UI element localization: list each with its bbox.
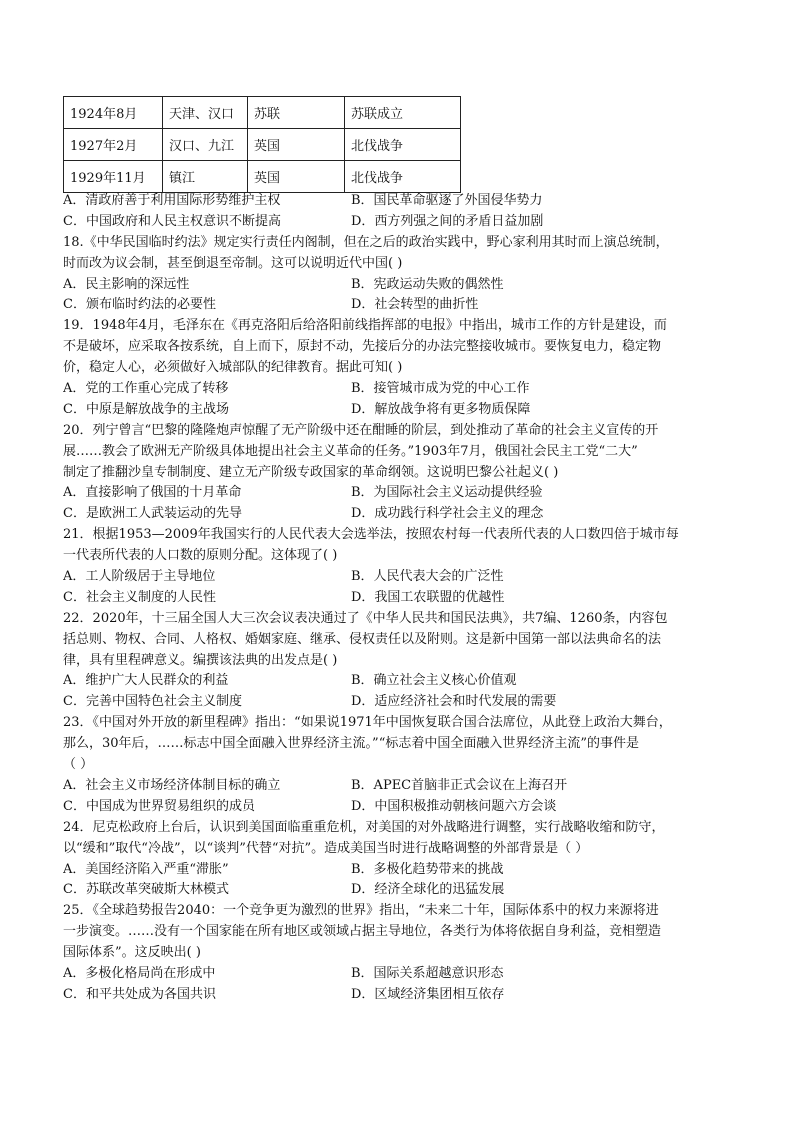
table-row	[64, 129, 461, 161]
option-b[interactable]: B．多极化趋势带来的挑战	[351, 861, 504, 877]
option-a[interactable]: A．清政府善于利用国际形势维护主权	[63, 193, 281, 208]
question-19-stem: 价，稳定人心，必须做好入城部队的纪律教育。据此可知( )	[63, 360, 403, 376]
question-21-stem: 一代表所代表的人口数的原则分配。这体现了( )	[63, 548, 338, 564]
option-c[interactable]: C．中国成为世界贸易组织的成员	[63, 798, 255, 814]
option-d[interactable]: D．中国积极推动朝核问题六方会谈	[351, 798, 557, 814]
table-cell: 北伐战争	[345, 129, 461, 161]
options-row	[63, 671, 731, 692]
option-a[interactable]: A．直接影响了俄国的十月革命	[63, 485, 242, 501]
questions	[63, 191, 731, 1006]
table-cell: 英国	[248, 129, 345, 161]
option-a[interactable]: A．工人阶级居于主导地位	[63, 569, 216, 585]
table-cell: 苏联	[248, 97, 345, 129]
option-c[interactable]: C．社会主义制度的人民性	[63, 589, 216, 605]
option-d[interactable]: D．经济全球化的迅猛发展	[351, 882, 505, 898]
option-b[interactable]: B．接管城市成为党的中心工作	[351, 381, 530, 397]
option-b[interactable]: B．人民代表大会的广泛性	[351, 569, 504, 585]
option-d[interactable]: D．成功践行科学社会主义的理念	[351, 506, 544, 522]
option-b[interactable]: B．国民革命驱逐了外国侵华势力	[351, 193, 543, 208]
table-cell: 北伐战争	[345, 161, 461, 193]
question-22-stem: 22．2020年，十三届全国人大三次会议表决通过了《中华人民共和国民法典》，共7编、1260条，内容包	[63, 610, 668, 626]
options-row	[63, 379, 731, 400]
option-d[interactable]: D．社会转型的曲折性	[351, 297, 479, 313]
table-cell: 苏联成立	[345, 97, 461, 129]
options-row	[63, 964, 731, 985]
option-a[interactable]: A．社会主义市场经济体制目标的确立	[63, 777, 281, 793]
table-cell: 1929年11月	[64, 161, 163, 193]
option-d[interactable]: D．西方列强之间的矛盾日益加剧	[351, 213, 544, 229]
option-b[interactable]: B．APEC首脑非正式会议在上海召开	[351, 777, 568, 793]
question-20-stem: 20．列宁曾言“巴黎的隆隆炮声惊醒了无产阶级中还在酣睡的阶层，到处推动了革命的社会主义宣传的开	[63, 422, 659, 438]
question-23-stem: （ ）	[63, 757, 94, 773]
options-row	[63, 295, 731, 316]
question-25-stem: 一步演变。……没有一个国家能在所有地区或领域占据主导地位，各类行为体将依据自身利益，竞相塑造	[63, 924, 662, 940]
option-b[interactable]: B．确立社会主义核心价值观	[351, 673, 517, 689]
option-b[interactable]: B．国际关系超越意识形态	[351, 965, 504, 981]
question-18-stem: 18.《中华民国临时约法》规定实行责任内阁制，但在之后的政治实践中，野心家利用其时而上演总统制，	[63, 234, 669, 250]
question-20-stem: 展……教会了欧洲无产阶级具体地提出社会主义革命的任务。”1903年7月，俄国社会民主工党“二大”	[63, 443, 638, 459]
option-b[interactable]: B．宪政运动失败的偶然性	[351, 276, 504, 292]
option-c[interactable]: C．和平共处成为各国共识	[63, 986, 216, 1002]
option-c[interactable]: C．中国政府和人民主权意识不断提高	[63, 213, 281, 229]
options-row	[63, 483, 731, 504]
table-cell: 天津、汉口	[163, 97, 248, 129]
question-24-stem: 以“缓和”取代“冷战”，以“谈判”代替“对抗”。造成美国当时进行战略调整的外部背景是（ ）	[63, 840, 589, 856]
question-23-stem: 那么，30年后，……标志中国全面融入世界经济主流。”“标志着中国全面融入世界经济主流”的事件是	[63, 736, 639, 752]
table-row	[64, 97, 461, 129]
options-row	[63, 880, 731, 901]
option-a[interactable]: A．维护广大人民群众的利益	[63, 673, 229, 689]
option-c[interactable]: C．完善中国特色社会主义制度	[63, 694, 242, 710]
options-row	[63, 860, 731, 881]
table-row	[64, 161, 461, 193]
table-cell: 汉口、九江	[163, 129, 248, 161]
table-cell: 英国	[248, 161, 345, 193]
treaty-table	[63, 96, 461, 193]
options-row	[63, 692, 731, 713]
option-c[interactable]: C．颁布临时约法的必要性	[63, 297, 216, 313]
option-d[interactable]: D．区域经济集团相互依存	[351, 986, 505, 1002]
question-22-stem: 律，具有里程碑意义。编撰该法典的出发点是( )	[63, 652, 338, 668]
options-row	[63, 212, 731, 233]
option-c[interactable]: C．中原是解放战争的主战场	[63, 401, 229, 417]
option-d[interactable]: D．我国工农联盟的优越性	[351, 589, 505, 605]
table-cell: 1924年8月	[64, 97, 163, 129]
question-22-stem: 括总则、物权、合同、人格权、婚姻家庭、继承、侵权责任以及附则。这是新中国第一部以法典命名的法	[63, 631, 662, 647]
options-row	[63, 776, 731, 797]
options-row	[63, 275, 731, 296]
option-d[interactable]: D．适应经济社会和时代发展的需要	[351, 694, 557, 710]
options-row	[63, 567, 731, 588]
question-20-stem: 制定了推翻沙皇专制制度、建立无产阶级专政国家的革命纲领。这说明巴黎公社起义( )	[63, 464, 559, 480]
options-row	[63, 191, 731, 212]
question-23-stem: 23．《中国对外开放的新里程碑》指出：“如果说1971年中国恢复联合国合法席位，从此登上政治大舞台，	[63, 715, 672, 731]
options-row	[63, 797, 731, 818]
options-row	[63, 400, 731, 421]
option-a[interactable]: A．多极化格局尚在形成中	[63, 965, 216, 981]
question-21-stem: 21．根据1953—2009年我国实行的人民代表大会选举法，按照农村每一代表所代表的人口数四倍于城市每	[63, 527, 679, 543]
options-row	[63, 985, 731, 1006]
question-19-stem: 不是破坏，应采取各按系统，自上而下，原封不动，先接后分的办法完整接收城市。要恢复电力，稳定物	[63, 339, 662, 355]
question-24-stem: 24．尼克松政府上台后，认识到美国面临重重危机，对美国的对外战略进行调整，实行战略收缩和防守，	[63, 819, 665, 835]
table-cell: 1927年2月	[64, 129, 163, 161]
option-c[interactable]: C．苏联改革突破斯大林模式	[63, 882, 229, 898]
question-25-stem: 国际体系”。这反映出( )	[63, 945, 201, 961]
option-d[interactable]: D．解放战争将有更多物质保障	[351, 401, 531, 417]
option-a[interactable]: A．美国经济陷入严重“滞胀”	[63, 861, 229, 877]
option-a[interactable]: A．党的工作重心完成了转移	[63, 381, 229, 397]
option-a[interactable]: A．民主影响的深远性	[63, 276, 190, 292]
options-row	[63, 588, 731, 609]
option-c[interactable]: C．是欧洲工人武装运动的先导	[63, 506, 242, 522]
question-19-stem: 19．1948年4月，毛泽东在《再克洛阳后给洛阳前线指挥部的电报》中指出，城市工作的方针是建设，而	[63, 318, 667, 334]
question-25-stem: 25．《全球趋势报告2040：一个竞争更为激烈的世界》指出，“未来二十年，国际体系中的权力来源将进	[63, 903, 659, 919]
options-row	[63, 504, 731, 525]
question-18-stem: 时而改为议会制，甚至倒退至帝制。这可以说明近代中国( )	[63, 255, 403, 271]
table-cell: 镇江	[163, 161, 248, 193]
option-b[interactable]: B．为国际社会主义运动提供经验	[351, 485, 543, 501]
